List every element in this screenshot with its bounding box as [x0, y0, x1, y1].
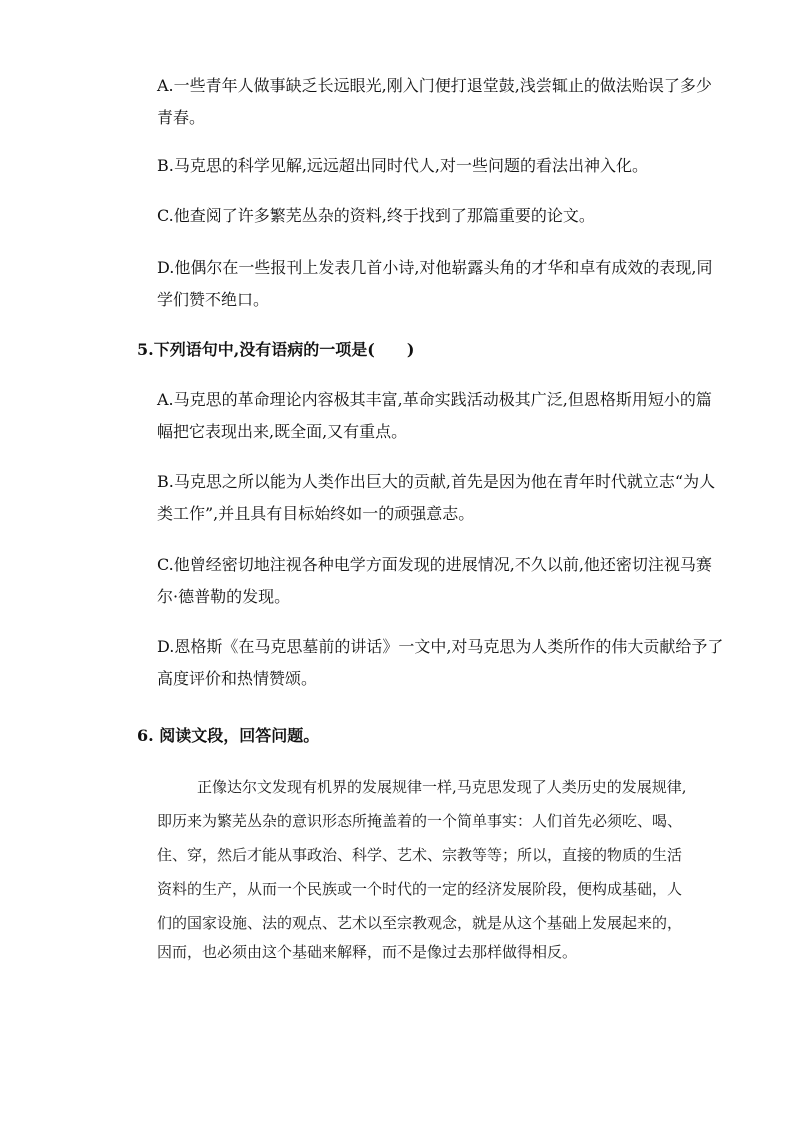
q6-passage-line3: 住、穿，然后才能从事政治、科学、艺术、宗教等等；所以，直接的物质的生活	[157, 846, 683, 864]
q5-option-d-line1: D.恩格斯《在马克思墓前的讲话》一文中,对马克思为人类所作的伟大贡献给予了	[157, 637, 724, 656]
q4-option-c: C.他查阅了许多繁芜丛杂的资料,终于找到了那篇重要的论文。	[157, 206, 595, 225]
q4-option-d-line2: 学们赞不绝口。	[157, 290, 270, 309]
q6-passage-line4: 资料的生产，从而一个民族或一个时代的一定的经济发展阶段，便构成基础，人	[157, 880, 683, 898]
q5-option-a-line2: 幅把它表现出来,既全面,又有重点。	[157, 422, 408, 441]
q6-passage-line1: 正像达尔文发现有机界的发展规律一样,马克思发现了人类历史的发展规律,	[197, 778, 687, 796]
q5-option-d-line2: 高度评价和热情赞颂。	[157, 669, 318, 688]
q4-option-a-line2: 青春。	[157, 108, 206, 127]
q5-stem: 5.下列语句中,没有语病的一项是( )	[137, 340, 415, 359]
q4-option-b: B.马克思的科学见解,远远超出同时代人,对一些问题的看法出神入化。	[157, 156, 649, 175]
q5-option-b-line2: 类工作”,并且具有目标始终如一的顽强意志。	[157, 504, 475, 523]
q6-passage-line5: 们的国家设施、法的观点、艺术以至宗教观念，就是从这个基础上发展起来的，	[157, 914, 683, 932]
q5-option-b-line1: B.马克思之所以能为人类作出巨大的贡献,首先是因为他在青年时代就立志“为人	[157, 472, 716, 491]
q5-option-a-line1: A.马克思的革命理论内容极其丰富,革命实践活动极其广泛,但恩格斯用短小的篇	[157, 390, 712, 409]
q6-passage-line2: 即历来为繁芜丛杂的意识形态所掩盖着的一个简单事实：人们首先必须吃、喝、	[157, 812, 683, 830]
q5-option-c-line2: 尔·德普勒的发现。	[157, 587, 291, 606]
q4-option-d-line1: D.他偶尔在一些报刊上发表几首小诗,对他崭露头角的才华和卓有成效的表现,同	[157, 258, 713, 277]
q6-stem: 6. 阅读文段，回答问题。	[137, 726, 320, 745]
q6-passage-line6: 因而，也必须由这个基础来解释，而不是像过去那样做得相反。	[157, 943, 578, 961]
q4-option-a-line1: A.一些青年人做事缺乏长远眼光,刚入门便打退堂鼓,浅尝辄止的做法贻误了多少	[157, 76, 712, 95]
q5-option-c-line1: C.他曾经密切地注视各种电学方面发现的进展情况,不久以前,他还密切注视马赛	[157, 555, 712, 574]
